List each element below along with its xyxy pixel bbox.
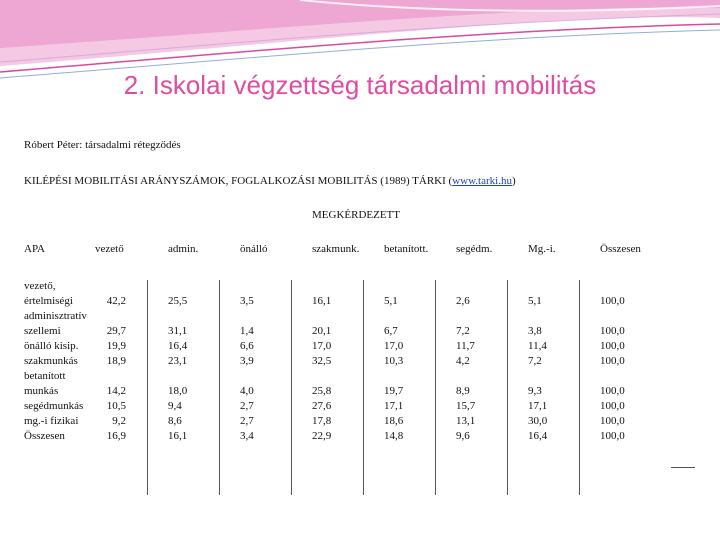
cell: 16,1 xyxy=(312,295,332,307)
cell: 1,4 xyxy=(240,325,254,337)
cell: 16,1 xyxy=(168,430,188,442)
cell xyxy=(528,279,547,294)
cell: 5,1 xyxy=(528,295,542,307)
cell xyxy=(600,369,625,384)
cell xyxy=(384,309,403,324)
row-label: mg.-i fizikai xyxy=(24,415,79,427)
row-label: munkás xyxy=(24,385,59,397)
cell: 31,1 xyxy=(168,325,188,337)
column-divider xyxy=(435,280,436,495)
cell: 25,8 xyxy=(312,385,332,397)
header-segedm: segédm. xyxy=(456,243,493,255)
cell xyxy=(168,309,187,324)
column-divider xyxy=(363,280,364,495)
row-label: betanított xyxy=(24,370,66,382)
cell: 3,8 xyxy=(528,325,542,337)
header-szakmunk: szakmunk. xyxy=(312,243,360,255)
cell xyxy=(384,369,403,384)
cell xyxy=(312,369,331,384)
cell: 10,3 xyxy=(384,355,404,367)
cell: 23,1 xyxy=(168,355,188,367)
cell: 100,0 xyxy=(600,325,625,337)
header-betanitott: betanított. xyxy=(384,243,429,255)
heading-text: KILÉPÉSI MOBILITÁSI ARÁNYSZÁMOK, FOGLALKOZÁSI MOBILITÁS (1989) TÁRKI ( xyxy=(24,175,453,187)
row-label: értelmiségi xyxy=(24,295,73,307)
cell: 100,0 xyxy=(600,340,625,352)
header-osszesen: Összesen xyxy=(600,243,641,255)
column-osszesen xyxy=(600,279,625,444)
cell: 4,2 xyxy=(456,355,470,367)
cell: 3,5 xyxy=(240,295,254,307)
cell xyxy=(240,309,254,324)
cell: 8,9 xyxy=(456,385,470,397)
heading-close: ) xyxy=(511,175,516,187)
header-admin: admin. xyxy=(168,243,199,255)
cell: 16,4 xyxy=(168,340,188,352)
row-labels xyxy=(24,279,87,444)
column-szakmunk xyxy=(312,279,331,444)
row-label: vezető, xyxy=(24,280,56,292)
cell: 17,1 xyxy=(384,400,404,412)
cell: 7,2 xyxy=(456,325,470,337)
cell: 3,9 xyxy=(240,355,254,367)
table-end-rule xyxy=(671,467,695,468)
cell: 16,9 xyxy=(106,430,126,442)
cell: 11,7 xyxy=(456,340,475,352)
cell: 42,2 xyxy=(106,295,126,307)
column-betanitott xyxy=(384,279,403,444)
column-divider xyxy=(291,280,292,495)
cell: 17,0 xyxy=(384,340,404,352)
cell: 22,9 xyxy=(312,430,332,442)
slide-title: 2. Iskolai végzettség társadalmi mobilitás xyxy=(123,70,597,100)
row-label: adminisztratív xyxy=(24,310,87,322)
cell: 3,4 xyxy=(240,430,254,442)
cell xyxy=(456,279,475,294)
column-segedm xyxy=(456,279,475,444)
header-mg: Mg.-i. xyxy=(528,243,556,255)
cell: 19,7 xyxy=(384,385,404,397)
cell: 9,4 xyxy=(168,400,182,412)
column-onallo xyxy=(240,279,254,444)
cell: 18,6 xyxy=(384,415,404,427)
cell: 17,8 xyxy=(312,415,332,427)
cell xyxy=(600,309,625,324)
cell xyxy=(168,279,187,294)
column-mg xyxy=(528,279,547,444)
row-label: szakmunkás xyxy=(24,355,78,367)
cell: 7,2 xyxy=(528,355,542,367)
header-vezeto: vezető xyxy=(95,243,124,255)
cell: 27,6 xyxy=(312,400,332,412)
cell: 100,0 xyxy=(600,430,625,442)
cell xyxy=(528,309,547,324)
cell: 9,3 xyxy=(528,385,542,397)
column-admin xyxy=(168,279,187,444)
cell: 100,0 xyxy=(600,385,625,397)
cell: 4,0 xyxy=(240,385,254,397)
cell: 14,2 xyxy=(106,385,126,397)
cell: 15,7 xyxy=(456,400,476,412)
cell xyxy=(96,369,126,384)
cell: 100,0 xyxy=(600,415,625,427)
cell xyxy=(312,309,331,324)
cell xyxy=(528,369,547,384)
cell: 20,1 xyxy=(312,325,332,337)
cell: 11,4 xyxy=(528,340,547,352)
cell: 2,7 xyxy=(240,415,254,427)
cell: 100,0 xyxy=(600,295,625,307)
column-divider xyxy=(219,280,220,495)
row-label: Összesen xyxy=(24,430,65,442)
cell xyxy=(96,309,126,324)
cell: 30,0 xyxy=(528,415,548,427)
cell: 100,0 xyxy=(600,400,625,412)
subtitle: Róbert Péter: társadalmi rétegződés xyxy=(24,139,181,151)
column-divider xyxy=(507,280,508,495)
cell: 18,0 xyxy=(168,385,188,397)
column-divider xyxy=(579,280,580,495)
cell xyxy=(384,279,403,294)
header-apa: APA xyxy=(24,243,45,255)
cell xyxy=(168,369,187,384)
cell: 2,7 xyxy=(240,400,254,412)
cell xyxy=(456,309,475,324)
cell xyxy=(456,369,475,384)
cell: 100,0 xyxy=(600,355,625,367)
header-onallo: önálló xyxy=(240,243,268,255)
column-divider xyxy=(147,280,148,495)
cell xyxy=(240,279,254,294)
cell xyxy=(600,279,625,294)
tarki-link[interactable]: www.tarki.hu xyxy=(452,175,512,187)
cell: 17,0 xyxy=(312,340,332,352)
table-heading xyxy=(24,175,516,187)
column-vezeto xyxy=(96,279,126,444)
cell xyxy=(96,279,126,294)
row-label: önálló kisip. xyxy=(24,340,79,352)
cell: 10,5 xyxy=(106,400,126,412)
cell xyxy=(312,279,331,294)
row-label: szellemi xyxy=(24,325,61,337)
respondent-label: MEGKÉRDEZETT xyxy=(312,209,400,221)
cell: 13,1 xyxy=(456,415,476,427)
cell: 9,2 xyxy=(112,415,126,427)
cell xyxy=(240,369,254,384)
cell: 6,6 xyxy=(240,340,254,352)
cell: 17,1 xyxy=(528,400,548,412)
cell: 18,9 xyxy=(106,355,126,367)
cell: 19,9 xyxy=(106,340,126,352)
cell: 25,5 xyxy=(168,295,188,307)
cell: 9,6 xyxy=(456,430,470,442)
cell: 14,8 xyxy=(384,430,404,442)
cell: 29,7 xyxy=(106,325,126,337)
row-label: segédmunkás xyxy=(24,400,84,412)
cell: 16,4 xyxy=(528,430,548,442)
cell: 5,1 xyxy=(384,295,398,307)
cell: 6,7 xyxy=(384,325,398,337)
cell: 8,6 xyxy=(168,415,182,427)
cell: 32,5 xyxy=(312,355,332,367)
cell: 2,6 xyxy=(456,295,470,307)
